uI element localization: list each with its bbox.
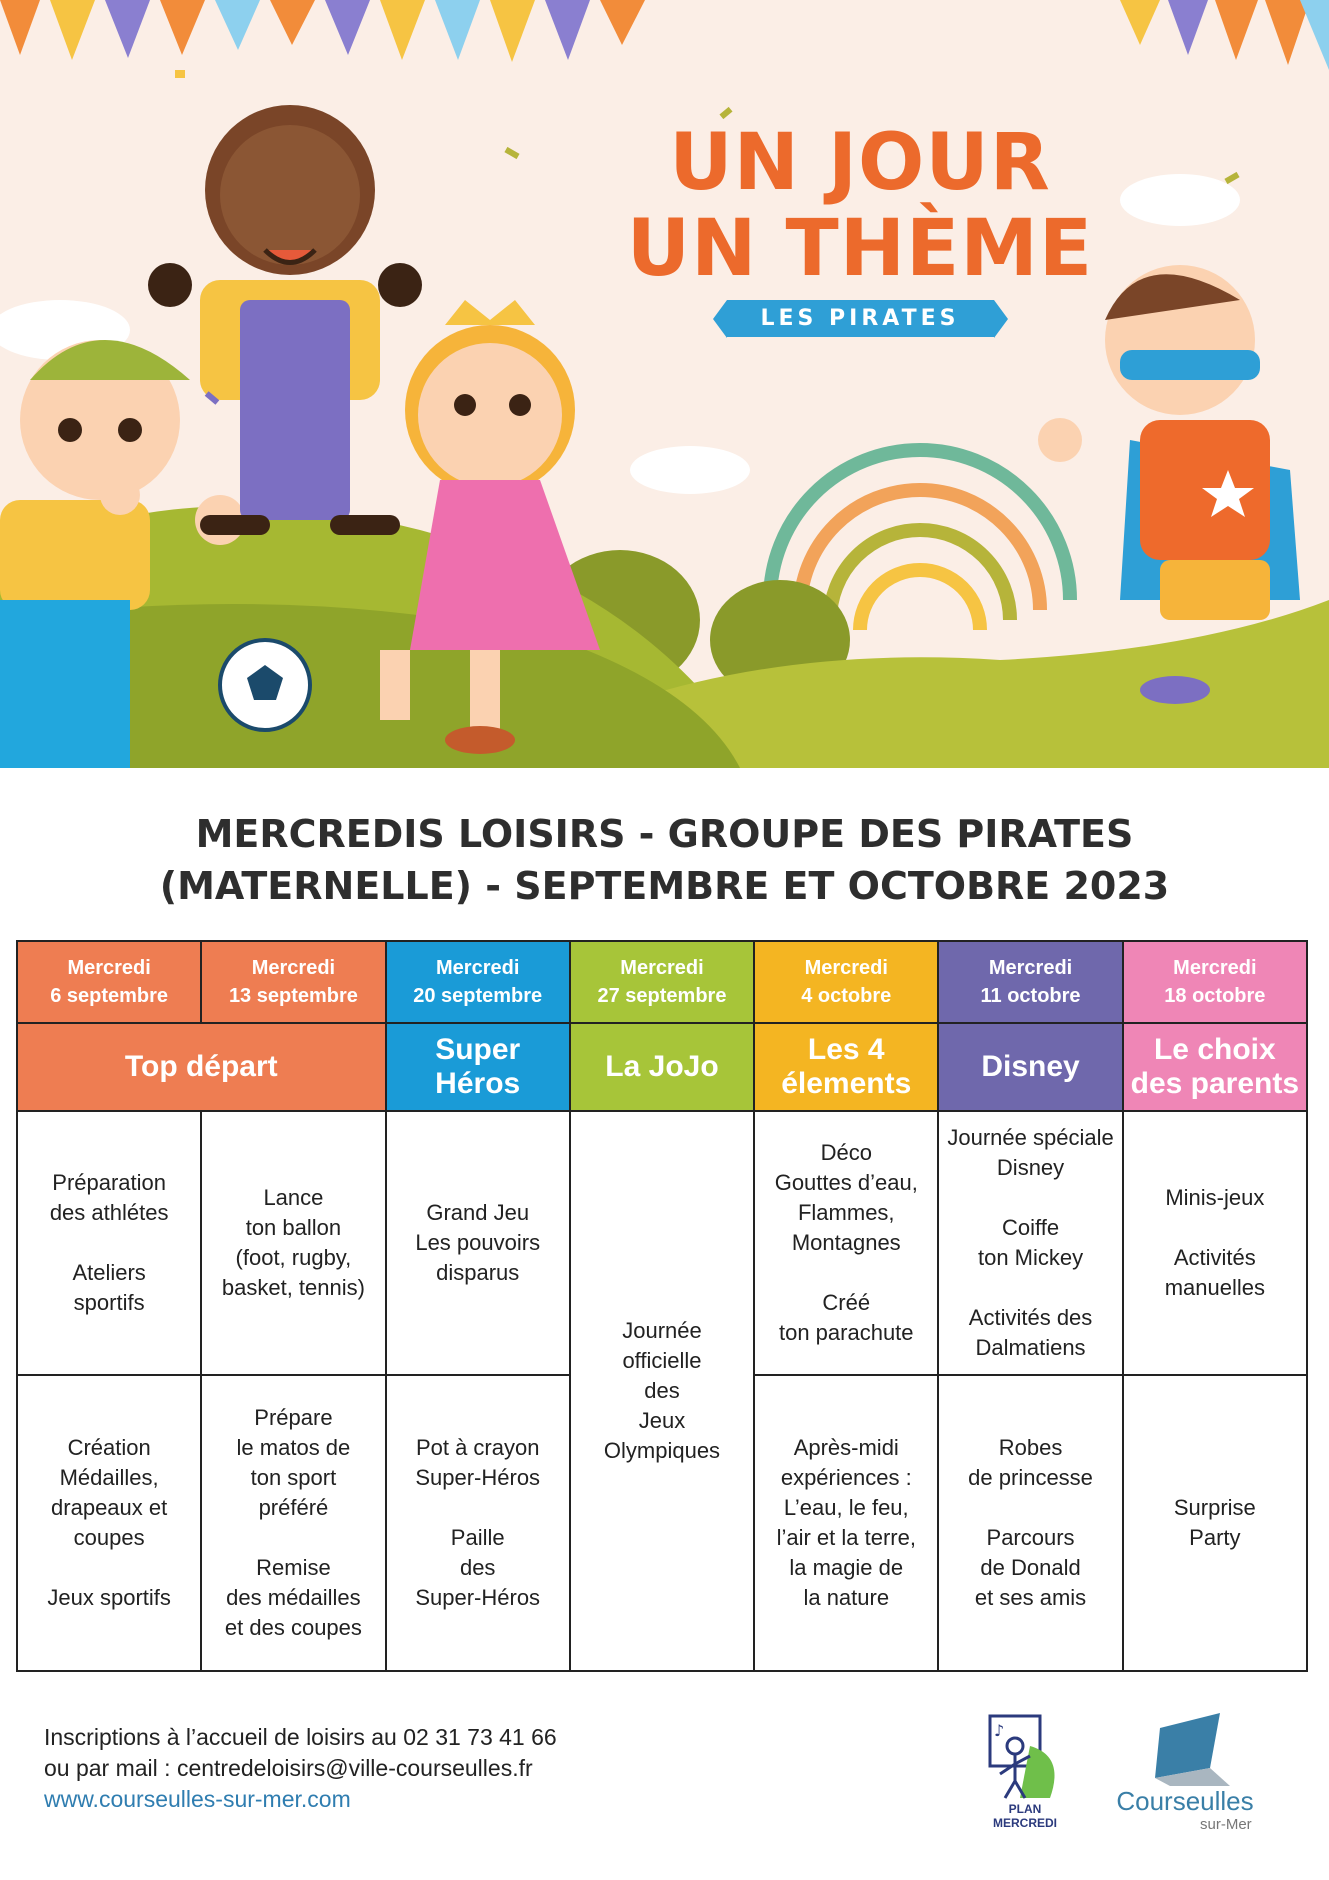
date-cell: Mercredi 13 septembre xyxy=(201,941,385,1023)
activity-cell: Robes de princesse Parcours de Donald et ses amis xyxy=(938,1375,1122,1671)
morning-row xyxy=(17,1111,1307,1375)
kids-illustration xyxy=(0,0,1329,768)
date-cell: Mercredi 4 octobre xyxy=(754,941,938,1023)
page-title-line2: (MATERNELLE) - SEPTEMBRE ET OCTOBRE 2023 xyxy=(159,864,1170,908)
activity-cell: Minis-jeux Activités manuelles xyxy=(1123,1111,1307,1375)
themes-row xyxy=(17,1023,1307,1111)
footer-email[interactable]: ou par mail : centredeloisirs@ville-courseulles.fr xyxy=(44,1755,533,1781)
activity-cell: Après-midi expériences : L’eau, le feu, l’air et la terre, la magie de la nature xyxy=(754,1375,938,1671)
date-cell: Mercredi 27 septembre xyxy=(570,941,754,1023)
activity-cell: Lance ton ballon (foot, rugby, basket, tennis) xyxy=(201,1111,385,1375)
footer-contact xyxy=(44,1722,557,1815)
date-cell: Mercredi 11 octobre xyxy=(938,941,1122,1023)
activity-cell: Journée officielle des Jeux Olympiques xyxy=(570,1111,754,1671)
plan-mercredi-label: PLAN MERCREDI xyxy=(992,1802,1057,1830)
hero-ribbon: LES PIRATES xyxy=(727,300,994,337)
page-title-line1: MERCREDIS LOISIRS - GROUPE DES PIRATES xyxy=(195,812,1134,856)
bunting-flags xyxy=(0,0,1329,70)
courseulles-logo xyxy=(1110,1708,1260,1848)
hero-title-block xyxy=(600,120,1120,337)
page-title xyxy=(0,808,1329,912)
theme-cell: Les 4 élements xyxy=(754,1023,938,1111)
theme-cell: Super Héros xyxy=(386,1023,570,1111)
theme-cell: Le choix des parents xyxy=(1123,1023,1307,1111)
theme-cell: La JoJo xyxy=(570,1023,754,1111)
soccer-ball xyxy=(220,640,310,730)
date-cell: Mercredi 6 septembre xyxy=(17,941,201,1023)
theme-cell: Disney xyxy=(938,1023,1122,1111)
courseulles-sub: sur-Mer xyxy=(1200,1816,1252,1833)
footer-website-link[interactable]: www.courseulles-sur-mer.com xyxy=(44,1786,351,1812)
activity-cell: Préparation des athlétes Ateliers sportifs xyxy=(17,1111,201,1375)
activity-cell: Prépare le matos de ton sport préféré Remise des médailles et des coupes xyxy=(201,1375,385,1671)
schedule-table xyxy=(16,940,1308,1672)
hero-title-line2: UN THÈME xyxy=(626,204,1094,294)
theme-cell: Top départ xyxy=(17,1023,386,1111)
activity-cell: Journée spéciale Disney Coiffe ton Mickey Activités des Dalmatiens xyxy=(938,1111,1122,1375)
svg-text:♪: ♪ xyxy=(994,1721,1005,1740)
plan-mercredi-icon xyxy=(980,1706,1070,1802)
dates-row xyxy=(17,941,1307,1023)
activity-cell: Création Médailles, drapeaux et coupes Jeux sportifs xyxy=(17,1375,201,1671)
plan-mercredi-logo xyxy=(980,1706,1070,1836)
hero-banner xyxy=(0,0,1329,768)
hero-title-line1: UN JOUR xyxy=(669,118,1051,208)
courseulles-sail-icon xyxy=(1110,1708,1260,1788)
date-cell: Mercredi 20 septembre xyxy=(386,941,570,1023)
kid-overalls xyxy=(148,105,422,535)
activity-cell: Surprise Party xyxy=(1123,1375,1307,1671)
date-cell: Mercredi 18 octobre xyxy=(1123,941,1307,1023)
activity-cell: Déco Gouttes d’eau, Flammes, Montagnes Créé ton parachute xyxy=(754,1111,938,1375)
activity-cell: Pot à crayon Super-Héros Paille des Super-Héros xyxy=(386,1375,570,1671)
courseulles-name: Courseulles xyxy=(1116,1786,1254,1816)
activity-cell: Grand Jeu Les pouvoirs disparus xyxy=(386,1111,570,1375)
footer-phone: Inscriptions à l’accueil de loisirs au 02 31 73 41 66 xyxy=(44,1724,557,1750)
